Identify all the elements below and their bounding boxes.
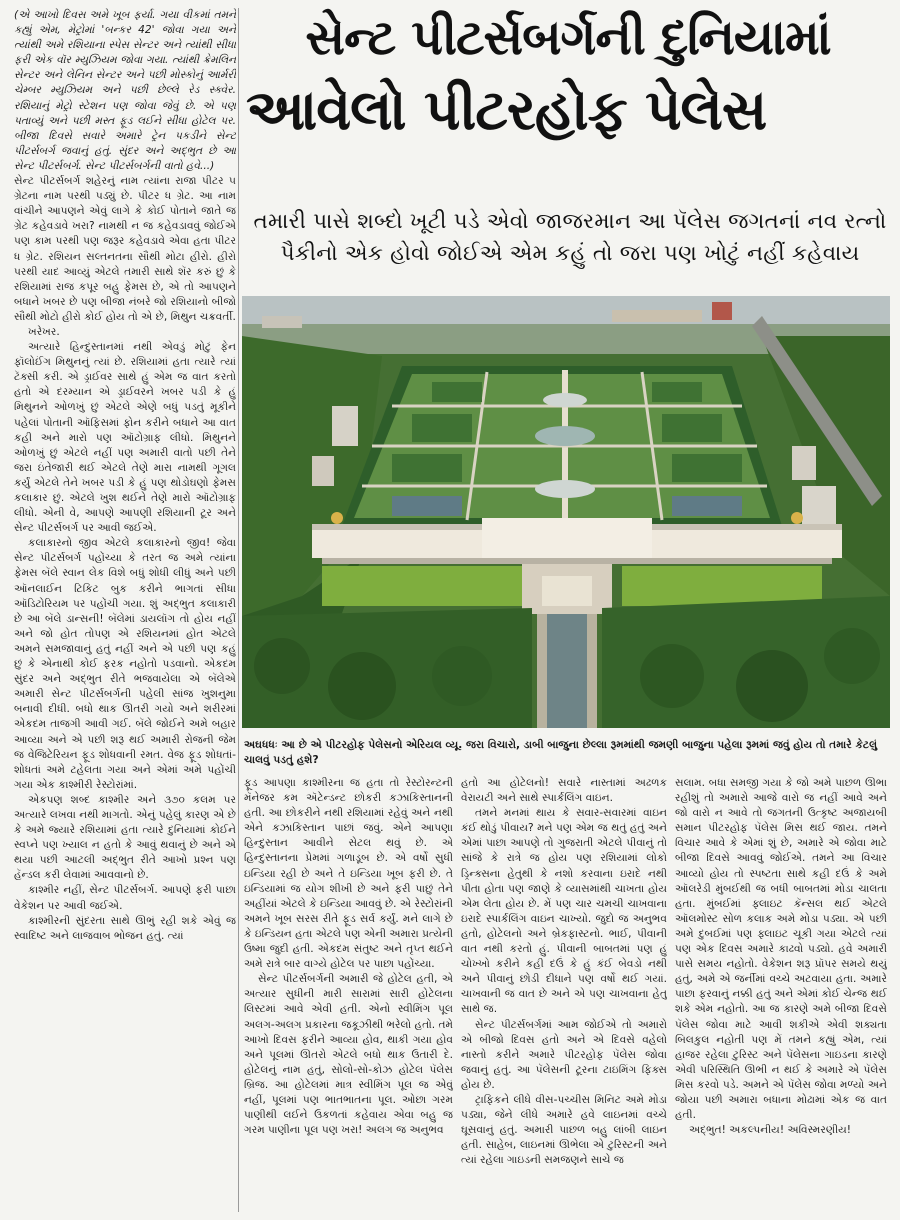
body-paragraph: ટ્રાફિકને લીધે વીસ-પચ્ચીસ મિનિટ અમે મોડા પડ્યા, જેને લીધે અમારે હવે લાઇનમાં વચ્ચે ઘૂસવાનું હતું. અમારી પાછળ બહુ લાંબી લાઇન હતી. સાહેબ, લાઇનમાં ઊભેલા એ ટુરિસ્ટની અને ત્યાં રહેલા ગાઇડની સમજણને સાચે જ <box>461 1093 667 1167</box>
article-column-4 <box>675 776 887 1216</box>
body-paragraph: કાશ્મીરની સુંદરતા સાથે ઊભું રહી શકે એવું જ સ્વાદિષ્ટ અને લાજવાબ ભોજન હતું. ત્યાં <box>14 914 236 942</box>
body-paragraph: સલામ. બધા સમજી ગયા કે જો અમે પાછળ ઊભા રહીશું તો અમારો આજે વારો જ નહીં આવે અને જો વારો ન આવે તો જગતની ઉત્કૃષ્ટ અજાયબી સમાન પીટરહોફ પૅલેસ મિસ થઈ જાય. તમને વિચાર આવે કે એમાં શું છે, અમારે એ જોવા માટે બીજા દિવસે આવવું જોઈએ. તમને આ વિચાર આવ્યો હોય તો સ્પષ્ટતા સાથે કહી દઉં કે અમે ઑલરેડી મુંબઈથી જ બધી બાબતમાં મોડા ચાલતા હતા. મુંબઈમાં ફ્લાઇટ કૅન્સલ થઈ એટલે ઑલમોસ્ટ સોળ કલાક અમે મોડા પડ્યા. એ પછી અમે દુબઈમાં પણ ફ્લાઇટ ચૂકી ગયા એટલે ત્યાં પણ એક દિવસ અમારે કાઢવો પડ્યો. હવે અમારી પાસે સમય નહોતો. વેકેશન શરૂ પ્રૉપર સમયે થયું હતું, અમે એ જર્નીમાં વચ્ચે અટવાયા હતા. અમારે પાછા ફરવાનું નક્કી હતું અને એમાં કોઈ ચેન્જ થઈ શકે એમ નહોતો. આ જ કારણે અમે બીજા દિવસે પૅલેસ જોવા માટે આવી શકીએ એવી શક્યતા બિલકુલ નહોતી પણ મેં તમને કહ્યું એમ, ત્યાં હાજર રહેલા ટુરિસ્ટ અને પૅલેસના ગાઇડના કારણે એવી પરિસ્થિતિ ઊભી ન થઈ કે અમારે એ પૅલેસ મિસ કરવો પડે. અમને એ પૅલેસ જોવા મળ્યો અને જોયા પછી અમારા બધાના મોઢામાં એક જ વાત હતી. <box>675 777 887 1122</box>
body-paragraph: કાશ્મીર નહીં, સેન્ટ પીટર્સબર્ગ. આપણે ફરી પાછા વેકેશન પર આવી જઈએ. <box>14 884 236 912</box>
body-paragraph: સેન્ટ પીટર્સબર્ગની અમારી જે હોટેલ હતી, એ અત્યાર સુધીની મારી સારામાં સારી હોટેલના લિસ્ટમાં આવે એવી હતી. એનો સ્વીમિંગ પૂલ અલગ-અલગ પ્રકારના જકૂઝીથી ભરેલો હતો. તમે આખો દિવસ ફરીને આવ્યા હોવ, થાકી ગયા હોવ અને પૂલમાં ઊતરો એટલે બધો થાક ઉતારી દે. હોટેલનું નામ હતું, સોલો-સો-કોઝ હોટેલ પૅલેસ બ્રિજ. આ હોટેલમાં માત્ર સ્વીમિંગ પૂલ જ એવું નહીં, પૂલમાં પણ ભાતભાતના પૂલ. ઓછા ગરમ પાણીથી લઈને ઉકળતાં કહેવાય એવા બહુ જ ગરમ પાણીના પૂલ પણ ખરા! અલગ જ અનુભવ <box>244 973 453 1137</box>
body-paragraph: ખરેખર. <box>28 325 60 338</box>
aerial-photo-illustration <box>242 296 890 728</box>
photo-caption: અઘધધઃ આ છે એ પીટરહોફ પેલેસનો એરિયલ વ્યૂ. જરા વિચારો, ડાબી બાજુના છેલ્લા રૂમમાંથી જમણી બાજુના પહેલા રૂમમાં જવું હોય તો તમારે કેટલું ચાલવું પડતું હશે? <box>244 739 878 766</box>
closing-line: અદ્ભુત! અકલ્પનીય! અવિસ્મરણીય! <box>689 1124 852 1137</box>
article-column-2 <box>244 776 453 1216</box>
article-column-left <box>14 8 236 1214</box>
headline-line-2: આવેલો પીટરહોફ પેલેસ <box>246 78 767 143</box>
body-paragraph: સેન્ટ પીટર્સબર્ગમાં આમ જોઈએ તો અમારો એ બીજો દિવસ હતો અને એ દિવસે વહેલો નાસ્તો કરીને અમારે પીટરહોફ પૅલેસ જોવા જવાનું હતું. આ પૅલેસની ટૂરના ટાઇમિંગ ફિક્સ હોય છે. <box>461 1018 667 1091</box>
subheadline-line-1: તમારી પાસે શબ્દો ખૂટી પડે એવો જાજરમાન આ પૅલેસ જગતનાં નવ રત્નો <box>253 209 887 234</box>
peterhof-aerial-photo <box>242 296 890 728</box>
body-paragraph: એકપણ શબ્દ કાશ્મીર અને ૩૭૦ કલમ પર અત્યારે લખવા નથી માગતો. એનું પહેલું કારણ એ છે કે અમે જ્યારે રશિયામાં હતા ત્યારે દુનિયામાં કોઈને સ્વપ્ને પણ ખ્યાલ ન હતો કે આવું થવાનું છે અને એ થયા પછી આટલી અદ્ભુત રીતે આખો પ્રશ્ન પણ હૅન્ડલ કરી લેવામાં આવવાનો છે. <box>14 793 236 882</box>
body-paragraph: અત્યારે હિન્દુસ્તાનમાં નથી એવડું મોટું ફેન ફૉલોઈંગ મિથુનનું ત્યાં છે. રશિયામાં હતા ત્યારે ત્યાં ટૅક્સી કરી. એ ડ્રાઈવર સાથે હું એમ જ વાત કરતો હતો એ દરમ્યાન એ ડ્રાઈવરને ખબર પડી કે હું મિથુનને ઓળખું છું એટલે એણે બધું પડતું મૂકીને પહેલાં પોતાની ઑફિસમાં ફોન કરીને બધાને આ વાત કહી અને મારો પણ ઑટોગ્રાફ લીધો. મિથુનને ઓળખું છું એટલે નહીં પણ અમારી વાતો પછી તેને જરા ઇંતેજારી થઈ એટલે તેણે મારા નામથી ગૂગલ કર્યું એટલે તેને ખબર પડી કે હું પણ થોડોઘણો ફેમસ કલાકાર છું. એટલે ખુશ થઈને તેણે મારો ઑટોગ્રાફ લીધો. એની વે, આપણે આપણી રશિયાની ટૂર અને સેન્ટ પીટર્સબર્ગ પર આવી જઈએ. <box>14 341 236 535</box>
body-paragraph: સેન્ટ પીટર્સબર્ગ શહેરનું નામ ત્યાંના રાજા પીટર ૫ ગ્રેટના નામ પરથી પડ્યું છે. પીટર ધ ગ્રેટ. આ નામ વાંચીને આપણને એવું લાગે કે કોઈ પોતાને જાતે જ ગ્રેટ કહેવડાવે ખરા? નામથી ન જ કહેવડાવવું જોઈએ પણ કામ પરથી પણ જરૂર કહેવડાવે એવા હતા પીટર ધ ગ્રેટ. રશિયન સલ્તનતના સૌથી મોટા હીરો. હીરો પરથી યાદ આવ્યું એટલે તમારી સાથે શૅર કરું છું કે રશિયામાં રાજ કપૂર બહુ ફેમસ છે, એ તો આપણને બધાને ખબર છે પણ બીજા નંબરે જો રશિયાનો બીજો સૌથી મોટો હીરો કોઈ હોય તો એ છે, મિથુન ચક્રવર્તી. <box>14 175 236 323</box>
body-paragraph: હતો આ હોટેલનો! સવારે નાસ્તામાં અઢળક વેરાયટી અને સાથે સ્પાર્કલિંગ વાઇન. <box>461 777 667 805</box>
headline <box>244 6 892 152</box>
headline-line-1: સેન્ટ પીટર્સબર્ગની દુનિયામાં <box>305 9 831 66</box>
column-divider <box>238 8 239 1212</box>
body-paragraph: ફૂડ આપણા કાશ્મીરના જ હતા તો રેસ્ટોરન્ટની મૅનેજર કમ ઍટેન્ડન્ટ છોકરી કઝાકિસ્તાનની હતી. આ છોકરીને નથી રશિયામાં રહેવું અને નથી એને કઝાકિસ્તાન પાછાં જવું. એને આપણા હિન્દુસ્તાન આવીને સેટલ થવું છે. એ હિન્દુસ્તાનના પ્રેમમાં ગળાડૂબ છે. એ વર્ષો સુધી ઇન્ડિયા રહી છે અને તે ઇન્ડિયા ખૂબ ફરી છે. તે ઇન્ડિયામાં જ યોગ શીખી છે અને ફરી પાછું તેને અહીંયાં એટલે કે ઇન્ડિયા આવવું છે. એ રેસ્ટોરાંની અમને ખૂબ સરસ રીતે ફૂડ સર્વ કર્યું. મને લાગે છે કે ઇન્ડિયન હતા એટલે પણ એની અમારા પ્રત્યેની ઉષ્મા જુદી હતી. એકદમ સંતુષ્ટ અને તૃપ્ત થઈને અમે રાત્રે બાર વાગ્યે હોટેલ પર પાછા પહોંચ્યા. <box>244 777 453 971</box>
subheadline <box>252 206 888 270</box>
body-paragraph: તમને મનમાં થાય કે સવાર-સવારમાં વાઇન કંઈ થોડું પીવાય? મને પણ એમ જ થતું હતું અને એમાં પાછા આપણે તો ગુજરાતી એટલે પીવાનું તો સાંજે કે રાત્રે જ હોય પણ રશિયામાં લોકો ડ્રિન્ક્સના હેતુથી કે નશો કરવાના ઇરાદે નથી પીતા હોતા પણ જાણે કે વ્યાસમાંથી ચાખતા હોય એમ લેતા હોય છે. મેં પણ ચાર ચમચી ચાખવાના ઇરાદે સ્પાર્કલિંગ વાઇન ચાખ્યો. જુદો જ અનુભવ હતો, હોટેલનો અને બ્રેકફાસ્ટનો. ભાઈ, પીવાની વાત નથી કરતો હું. પીવાની બાબતમાં પણ હું ચોખ્ખો કરીને કહી દઉં કે હું કંઈ બેવડો નથી અને પીવાનું છોડી દીધાને પણ વર્ષો થઈ ગયાં. ચાખવાની જ વાત છે અને એ પણ ચાખવાના હેતુ સાથે જ. <box>461 807 667 1016</box>
article-column-3 <box>461 776 667 1216</box>
intro-recap-paragraph: (એ આખો દિવસ અમે ખૂબ ફર્યા. ગયા વીકમાં તમને કહ્યું એમ, મેટ્રોમાં 'બન્કર 42' જોવા ગયા અને ત્યાંથી અમે રશિયાના સ્પેસ સેન્ટર અને ત્યાંથી સીધા ફરી એક વૉર મ્યુઝિયમ જોવા ગયા. ત્યાંથી ક્રેમલિન સેન્ટર અને લેનિન સેન્ટર અને પછી મોસ્કોનું આર્મરી ચેમ્બર મ્યુઝિયમ અને પછી છેલ્લે રેડ સ્ક્વેર. રશિયાનું મેટ્રો સ્ટેશન પણ જોવા જેવું છે. એ પણ પતાવ્યું અને પછી મસ્ત ફૂડ લઈને સીધા હોટેલ પર. બીજા દિવસે સવારે અમારે ટ્રેન પકડીને સેન્ટ પીટર્સબર્ગ જવાનું હતું. સુંદર અને અદ્ભુત છે આ સેન્ટ પીટર્સબર્ગ. સેન્ટ પીટર્સબર્ગની વાતો હવે...) <box>14 9 236 172</box>
body-paragraph: કલાકારનો જીવ એટલે કલાકારનો જીવ! જેવા સેન્ટ પીટર્સબર્ગ પહોંચ્યા કે તરત જ અમે ત્યાંના ફેમસ બૅલે સ્વાન લેક વિશે બધું શોધી લીધું અને પછી ઑનલાઈન ટિકિટ બુક કરીને ભાગતાં સીધા ઑડિટોરિયમ પર પહોંચી ગયા. શું અદ્ભુત કલાકારી છે આ બૅલે ડાન્સની! બૅલેમાં ડાયલૉગ તો હોય નહીં અને જો હોત તોપણ એ રશિયનમાં હોત એટલે અમને સમજાવાનું હતું નહીં અને એ પછી પણ કહું છું કે એનાથી કોઈ ફરક નહોતો પડવાનો. એકદમ સુંદર અને અદ્ભુત રીતે ભજવાયેલા એ બૅલેએ અમારી સેન્ટ પીટર્સબર્ગની પહેલી સાંજ ખુશનુમા બનાવી દીધી. બધો થાક ઊતરી ગયો અને શરીરમાં એકદમ તાજગી આવી ગઈ. બૅલે જોઈને અમે બહાર આવ્યા અને એ પછી શરૂ થઈ અમારી રોજની જેમ જ વેજિટેરિયન ફૂડ શોધવાની રમત. વેજ ફૂડ શોધતાં-શોધતાં અમે ટહેલતા ગયા અને એમાં અમે પહોંચી ગયા એક કાશ્મીરી રેસ્ટોરાંમાં. <box>14 537 236 791</box>
subheadline-line-2: પૈકીનો એક હોવો જોઈએ એમ કહું તો જરા પણ ખોટું નહીં કહેવાય <box>280 241 860 266</box>
